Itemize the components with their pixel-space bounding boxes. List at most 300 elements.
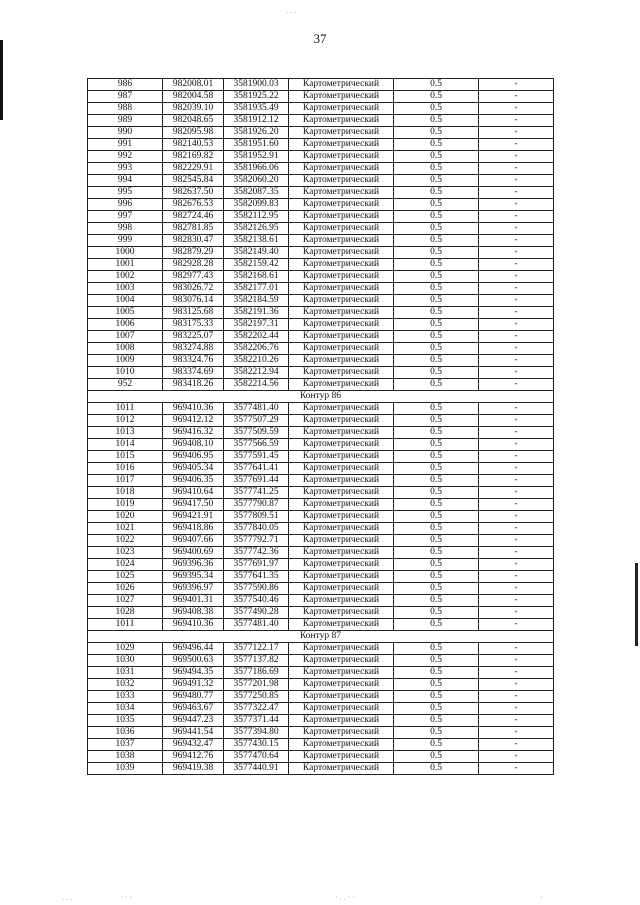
- method-cell: Картометрический: [289, 475, 394, 487]
- point-number-cell: 1027: [88, 595, 163, 607]
- table-row: [88, 199, 554, 211]
- extra-cell: -: [479, 607, 554, 619]
- point-number-cell: 1029: [88, 643, 163, 655]
- accuracy-cell: 0.5: [394, 127, 479, 139]
- method-cell: Картометрический: [289, 523, 394, 535]
- extra-cell: -: [479, 103, 554, 115]
- table-row: [88, 679, 554, 691]
- method-cell: Картометрический: [289, 739, 394, 751]
- method-cell: Картометрический: [289, 91, 394, 103]
- extra-cell: -: [479, 283, 554, 295]
- y-coordinate-cell: 3582197.31: [224, 319, 289, 331]
- accuracy-cell: 0.5: [394, 211, 479, 223]
- point-number-cell: 1007: [88, 331, 163, 343]
- x-coordinate-cell: 982830.47: [163, 235, 224, 247]
- y-coordinate-cell: 3581912.12: [224, 115, 289, 127]
- method-cell: Картометрический: [289, 463, 394, 475]
- extra-cell: -: [479, 451, 554, 463]
- extra-cell: -: [479, 271, 554, 283]
- point-number-cell: 1012: [88, 415, 163, 427]
- point-number-cell: 1017: [88, 475, 163, 487]
- extra-cell: -: [479, 619, 554, 631]
- extra-cell: -: [479, 115, 554, 127]
- point-number-cell: 1028: [88, 607, 163, 619]
- y-coordinate-cell: 3581926.20: [224, 127, 289, 139]
- x-coordinate-cell: 969418.86: [163, 523, 224, 535]
- extra-cell: -: [479, 91, 554, 103]
- table-row: [88, 115, 554, 127]
- point-number-cell: 997: [88, 211, 163, 223]
- table-row: [88, 415, 554, 427]
- method-cell: Картометрический: [289, 259, 394, 271]
- accuracy-cell: 0.5: [394, 451, 479, 463]
- table-row: [88, 691, 554, 703]
- accuracy-cell: 0.5: [394, 283, 479, 295]
- y-coordinate-cell: 3582191.36: [224, 307, 289, 319]
- accuracy-cell: 0.5: [394, 91, 479, 103]
- point-number-cell: 986: [88, 79, 163, 91]
- table-row: [88, 619, 554, 631]
- table-row: [88, 703, 554, 715]
- accuracy-cell: 0.5: [394, 343, 479, 355]
- point-number-cell: 999: [88, 235, 163, 247]
- method-cell: Картометрический: [289, 247, 394, 259]
- point-number-cell: 1000: [88, 247, 163, 259]
- extra-cell: -: [479, 295, 554, 307]
- y-coordinate-cell: 3577250.85: [224, 691, 289, 703]
- table-row: [88, 511, 554, 523]
- x-coordinate-cell: 982545.84: [163, 175, 224, 187]
- point-number-cell: 1021: [88, 523, 163, 535]
- method-cell: Картометрический: [289, 511, 394, 523]
- extra-cell: -: [479, 703, 554, 715]
- accuracy-cell: 0.5: [394, 427, 479, 439]
- method-cell: Картометрический: [289, 163, 394, 175]
- table-row: [88, 343, 554, 355]
- point-number-cell: 993: [88, 163, 163, 175]
- point-number-cell: 987: [88, 91, 163, 103]
- extra-cell: -: [479, 235, 554, 247]
- table-row: [88, 523, 554, 535]
- point-number-cell: 988: [88, 103, 163, 115]
- point-number-cell: 1037: [88, 739, 163, 751]
- table-row: [88, 763, 554, 775]
- y-coordinate-cell: 3577790.87: [224, 499, 289, 511]
- accuracy-cell: 0.5: [394, 355, 479, 367]
- extra-cell: -: [479, 475, 554, 487]
- table-row: [88, 151, 554, 163]
- method-cell: Картометрический: [289, 355, 394, 367]
- y-coordinate-cell: 3577481.40: [224, 403, 289, 415]
- extra-cell: -: [479, 307, 554, 319]
- accuracy-cell: 0.5: [394, 499, 479, 511]
- table-row: [88, 175, 554, 187]
- x-coordinate-cell: 969432.47: [163, 739, 224, 751]
- accuracy-cell: 0.5: [394, 715, 479, 727]
- point-number-cell: 1033: [88, 691, 163, 703]
- x-coordinate-cell: 969441.54: [163, 727, 224, 739]
- extra-cell: -: [479, 679, 554, 691]
- accuracy-cell: 0.5: [394, 727, 479, 739]
- accuracy-cell: 0.5: [394, 139, 479, 151]
- x-coordinate-cell: 969410.36: [163, 619, 224, 631]
- y-coordinate-cell: 3582168.61: [224, 271, 289, 283]
- method-cell: Картометрический: [289, 619, 394, 631]
- y-coordinate-cell: 3577691.97: [224, 559, 289, 571]
- table-row: [88, 547, 554, 559]
- table-row: [88, 463, 554, 475]
- contour-header-row: [88, 631, 554, 643]
- accuracy-cell: 0.5: [394, 571, 479, 583]
- y-coordinate-cell: 3577122.17: [224, 643, 289, 655]
- accuracy-cell: 0.5: [394, 115, 479, 127]
- extra-cell: -: [479, 715, 554, 727]
- x-coordinate-cell: 982140.53: [163, 139, 224, 151]
- method-cell: Картометрический: [289, 139, 394, 151]
- table-row: [88, 751, 554, 763]
- method-cell: Картометрический: [289, 751, 394, 763]
- point-number-cell: 1034: [88, 703, 163, 715]
- method-cell: Картометрический: [289, 703, 394, 715]
- y-coordinate-cell: 3581966.06: [224, 163, 289, 175]
- point-number-cell: 1006: [88, 319, 163, 331]
- method-cell: Картометрический: [289, 655, 394, 667]
- table-row: [88, 487, 554, 499]
- accuracy-cell: 0.5: [394, 151, 479, 163]
- contour-header: Контур 86: [88, 391, 554, 403]
- x-coordinate-cell: 982928.28: [163, 259, 224, 271]
- accuracy-cell: 0.5: [394, 487, 479, 499]
- table-row: [88, 427, 554, 439]
- table-row: [88, 259, 554, 271]
- method-cell: Картометрический: [289, 295, 394, 307]
- table-row: [88, 307, 554, 319]
- table-row: [88, 163, 554, 175]
- method-cell: Картометрический: [289, 199, 394, 211]
- method-cell: Картометрический: [289, 331, 394, 343]
- accuracy-cell: 0.5: [394, 751, 479, 763]
- x-coordinate-cell: 983374.69: [163, 367, 224, 379]
- accuracy-cell: 0.5: [394, 379, 479, 391]
- x-coordinate-cell: 982879.29: [163, 247, 224, 259]
- method-cell: Картометрический: [289, 427, 394, 439]
- x-coordinate-cell: 969447.23: [163, 715, 224, 727]
- point-number-cell: 1019: [88, 499, 163, 511]
- accuracy-cell: 0.5: [394, 415, 479, 427]
- accuracy-cell: 0.5: [394, 595, 479, 607]
- y-coordinate-cell: 3577566.59: [224, 439, 289, 451]
- accuracy-cell: 0.5: [394, 271, 479, 283]
- x-coordinate-cell: 983418.26: [163, 379, 224, 391]
- y-coordinate-cell: 3577507.29: [224, 415, 289, 427]
- extra-cell: -: [479, 355, 554, 367]
- y-coordinate-cell: 3577186.69: [224, 667, 289, 679]
- table-row: [88, 319, 554, 331]
- x-coordinate-cell: 983026.72: [163, 283, 224, 295]
- extra-cell: -: [479, 379, 554, 391]
- x-coordinate-cell: 982004.58: [163, 91, 224, 103]
- table-row: [88, 235, 554, 247]
- point-number-cell: 990: [88, 127, 163, 139]
- accuracy-cell: 0.5: [394, 103, 479, 115]
- point-number-cell: 1018: [88, 487, 163, 499]
- method-cell: Картометрический: [289, 571, 394, 583]
- accuracy-cell: 0.5: [394, 259, 479, 271]
- x-coordinate-cell: 969410.36: [163, 403, 224, 415]
- method-cell: Картометрический: [289, 115, 394, 127]
- accuracy-cell: 0.5: [394, 79, 479, 91]
- extra-cell: -: [479, 427, 554, 439]
- x-coordinate-cell: 983076.14: [163, 295, 224, 307]
- accuracy-cell: 0.5: [394, 403, 479, 415]
- x-coordinate-cell: 982169.82: [163, 151, 224, 163]
- point-number-cell: 1024: [88, 559, 163, 571]
- table-row: [88, 127, 554, 139]
- extra-cell: -: [479, 343, 554, 355]
- x-coordinate-cell: 969494.35: [163, 667, 224, 679]
- y-coordinate-cell: 3577201.98: [224, 679, 289, 691]
- x-coordinate-cell: 982637.50: [163, 187, 224, 199]
- table-row: [88, 535, 554, 547]
- extra-cell: -: [479, 175, 554, 187]
- extra-cell: -: [479, 127, 554, 139]
- x-coordinate-cell: 969417.50: [163, 499, 224, 511]
- y-coordinate-cell: 3577590.86: [224, 583, 289, 595]
- x-coordinate-cell: 969491.32: [163, 679, 224, 691]
- point-number-cell: 992: [88, 151, 163, 163]
- y-coordinate-cell: 3582099.83: [224, 199, 289, 211]
- method-cell: Картометрический: [289, 583, 394, 595]
- extra-cell: -: [479, 319, 554, 331]
- extra-cell: -: [479, 583, 554, 595]
- x-coordinate-cell: 969406.95: [163, 451, 224, 463]
- method-cell: Картометрический: [289, 559, 394, 571]
- point-number-cell: 1020: [88, 511, 163, 523]
- extra-cell: -: [479, 247, 554, 259]
- point-number-cell: 1038: [88, 751, 163, 763]
- point-number-cell: 1011: [88, 619, 163, 631]
- table-row: [88, 379, 554, 391]
- method-cell: Картометрический: [289, 535, 394, 547]
- contour-header: Контур 87: [88, 631, 554, 643]
- accuracy-cell: 0.5: [394, 511, 479, 523]
- x-coordinate-cell: 982048.65: [163, 115, 224, 127]
- y-coordinate-cell: 3581935.49: [224, 103, 289, 115]
- y-coordinate-cell: 3577641.35: [224, 571, 289, 583]
- method-cell: Картометрический: [289, 271, 394, 283]
- extra-cell: -: [479, 151, 554, 163]
- accuracy-cell: 0.5: [394, 679, 479, 691]
- y-coordinate-cell: 3582138.61: [224, 235, 289, 247]
- method-cell: Картометрический: [289, 103, 394, 115]
- x-coordinate-cell: 982229.91: [163, 163, 224, 175]
- scan-noise-top: . . .: [286, 6, 296, 15]
- y-coordinate-cell: 3577481.40: [224, 619, 289, 631]
- y-coordinate-cell: 3581952.91: [224, 151, 289, 163]
- method-cell: Картометрический: [289, 235, 394, 247]
- extra-cell: -: [479, 463, 554, 475]
- table-row: [88, 475, 554, 487]
- x-coordinate-cell: 969408.38: [163, 607, 224, 619]
- y-coordinate-cell: 3577691.44: [224, 475, 289, 487]
- method-cell: Картометрический: [289, 283, 394, 295]
- x-coordinate-cell: 969412.76: [163, 751, 224, 763]
- x-coordinate-cell: 969500.63: [163, 655, 224, 667]
- x-coordinate-cell: 969406.35: [163, 475, 224, 487]
- accuracy-cell: 0.5: [394, 199, 479, 211]
- table-row: [88, 595, 554, 607]
- y-coordinate-cell: 3582202.44: [224, 331, 289, 343]
- x-coordinate-cell: 969419.38: [163, 763, 224, 775]
- y-coordinate-cell: 3577742.36: [224, 547, 289, 559]
- extra-cell: -: [479, 751, 554, 763]
- x-coordinate-cell: 982781.85: [163, 223, 224, 235]
- x-coordinate-cell: 969480.77: [163, 691, 224, 703]
- x-coordinate-cell: 982095.98: [163, 127, 224, 139]
- y-coordinate-cell: 3582210.26: [224, 355, 289, 367]
- method-cell: Картометрический: [289, 487, 394, 499]
- point-number-cell: 989: [88, 115, 163, 127]
- extra-cell: -: [479, 487, 554, 499]
- x-coordinate-cell: 969407.66: [163, 535, 224, 547]
- point-number-cell: 1010: [88, 367, 163, 379]
- point-number-cell: 1025: [88, 571, 163, 583]
- table-row: [88, 667, 554, 679]
- extra-cell: -: [479, 511, 554, 523]
- table-row: [88, 643, 554, 655]
- table-row: [88, 727, 554, 739]
- accuracy-cell: 0.5: [394, 739, 479, 751]
- table-row: [88, 211, 554, 223]
- table-row: [88, 559, 554, 571]
- extra-cell: -: [479, 739, 554, 751]
- table-row: [88, 571, 554, 583]
- y-coordinate-cell: 3581951.60: [224, 139, 289, 151]
- accuracy-cell: 0.5: [394, 523, 479, 535]
- method-cell: Картометрический: [289, 175, 394, 187]
- method-cell: Картометрический: [289, 127, 394, 139]
- accuracy-cell: 0.5: [394, 163, 479, 175]
- contour-header-row: [88, 391, 554, 403]
- y-coordinate-cell: 3577591.45: [224, 451, 289, 463]
- point-number-cell: 996: [88, 199, 163, 211]
- accuracy-cell: 0.5: [394, 307, 479, 319]
- method-cell: Картометрический: [289, 307, 394, 319]
- table-row: [88, 271, 554, 283]
- y-coordinate-cell: 3577540.46: [224, 595, 289, 607]
- method-cell: Картометрический: [289, 415, 394, 427]
- method-cell: Картометрический: [289, 151, 394, 163]
- point-number-cell: 1039: [88, 763, 163, 775]
- x-coordinate-cell: 983274.88: [163, 343, 224, 355]
- accuracy-cell: 0.5: [394, 763, 479, 775]
- y-coordinate-cell: 3577490.28: [224, 607, 289, 619]
- table-row: [88, 451, 554, 463]
- method-cell: Картометрический: [289, 607, 394, 619]
- method-cell: Картометрический: [289, 499, 394, 511]
- method-cell: Картометрический: [289, 379, 394, 391]
- extra-cell: -: [479, 187, 554, 199]
- accuracy-cell: 0.5: [394, 235, 479, 247]
- point-number-cell: 1022: [88, 535, 163, 547]
- point-number-cell: 1004: [88, 295, 163, 307]
- point-number-cell: 1013: [88, 427, 163, 439]
- table-row: [88, 355, 554, 367]
- method-cell: Картометрический: [289, 343, 394, 355]
- y-coordinate-cell: 3582126.95: [224, 223, 289, 235]
- point-number-cell: 1030: [88, 655, 163, 667]
- method-cell: Картометрический: [289, 691, 394, 703]
- x-coordinate-cell: 983175.33: [163, 319, 224, 331]
- extra-cell: -: [479, 415, 554, 427]
- extra-cell: -: [479, 571, 554, 583]
- y-coordinate-cell: 3582159.42: [224, 259, 289, 271]
- extra-cell: -: [479, 667, 554, 679]
- x-coordinate-cell: 969412.12: [163, 415, 224, 427]
- x-coordinate-cell: 983225.07: [163, 331, 224, 343]
- point-number-cell: 1026: [88, 583, 163, 595]
- accuracy-cell: 0.5: [394, 667, 479, 679]
- y-coordinate-cell: 3577394.80: [224, 727, 289, 739]
- accuracy-cell: 0.5: [394, 547, 479, 559]
- y-coordinate-cell: 3577809.51: [224, 511, 289, 523]
- accuracy-cell: 0.5: [394, 463, 479, 475]
- point-number-cell: 1016: [88, 463, 163, 475]
- method-cell: Картометрический: [289, 763, 394, 775]
- x-coordinate-cell: 969408.10: [163, 439, 224, 451]
- x-coordinate-cell: 969416.32: [163, 427, 224, 439]
- method-cell: Картометрический: [289, 451, 394, 463]
- x-coordinate-cell: 969421.91: [163, 511, 224, 523]
- y-coordinate-cell: 3577792.71: [224, 535, 289, 547]
- y-coordinate-cell: 3582212.94: [224, 367, 289, 379]
- extra-cell: -: [479, 655, 554, 667]
- x-coordinate-cell: 969396.97: [163, 583, 224, 595]
- method-cell: Картометрический: [289, 403, 394, 415]
- scan-noise-bottom-1: . . .: [62, 893, 72, 902]
- x-coordinate-cell: 982676.53: [163, 199, 224, 211]
- x-coordinate-cell: 969400.69: [163, 547, 224, 559]
- accuracy-cell: 0.5: [394, 535, 479, 547]
- y-coordinate-cell: 3577440.91: [224, 763, 289, 775]
- table-row: [88, 403, 554, 415]
- y-coordinate-cell: 3582060.20: [224, 175, 289, 187]
- y-coordinate-cell: 3582184.59: [224, 295, 289, 307]
- x-coordinate-cell: 982977.43: [163, 271, 224, 283]
- extra-cell: -: [479, 535, 554, 547]
- point-number-cell: 1036: [88, 727, 163, 739]
- point-number-cell: 995: [88, 187, 163, 199]
- point-number-cell: 1008: [88, 343, 163, 355]
- method-cell: Картометрический: [289, 211, 394, 223]
- y-coordinate-cell: 3582177.01: [224, 283, 289, 295]
- accuracy-cell: 0.5: [394, 703, 479, 715]
- table-row: [88, 607, 554, 619]
- point-number-cell: 991: [88, 139, 163, 151]
- point-number-cell: 1015: [88, 451, 163, 463]
- extra-cell: -: [479, 139, 554, 151]
- table-row: [88, 367, 554, 379]
- point-number-cell: 1009: [88, 355, 163, 367]
- binding-mark-left: [0, 40, 3, 120]
- method-cell: Картометрический: [289, 79, 394, 91]
- extra-cell: -: [479, 79, 554, 91]
- y-coordinate-cell: 3577137.82: [224, 655, 289, 667]
- method-cell: Картометрический: [289, 319, 394, 331]
- extra-cell: -: [479, 559, 554, 571]
- method-cell: Картометрический: [289, 595, 394, 607]
- accuracy-cell: 0.5: [394, 559, 479, 571]
